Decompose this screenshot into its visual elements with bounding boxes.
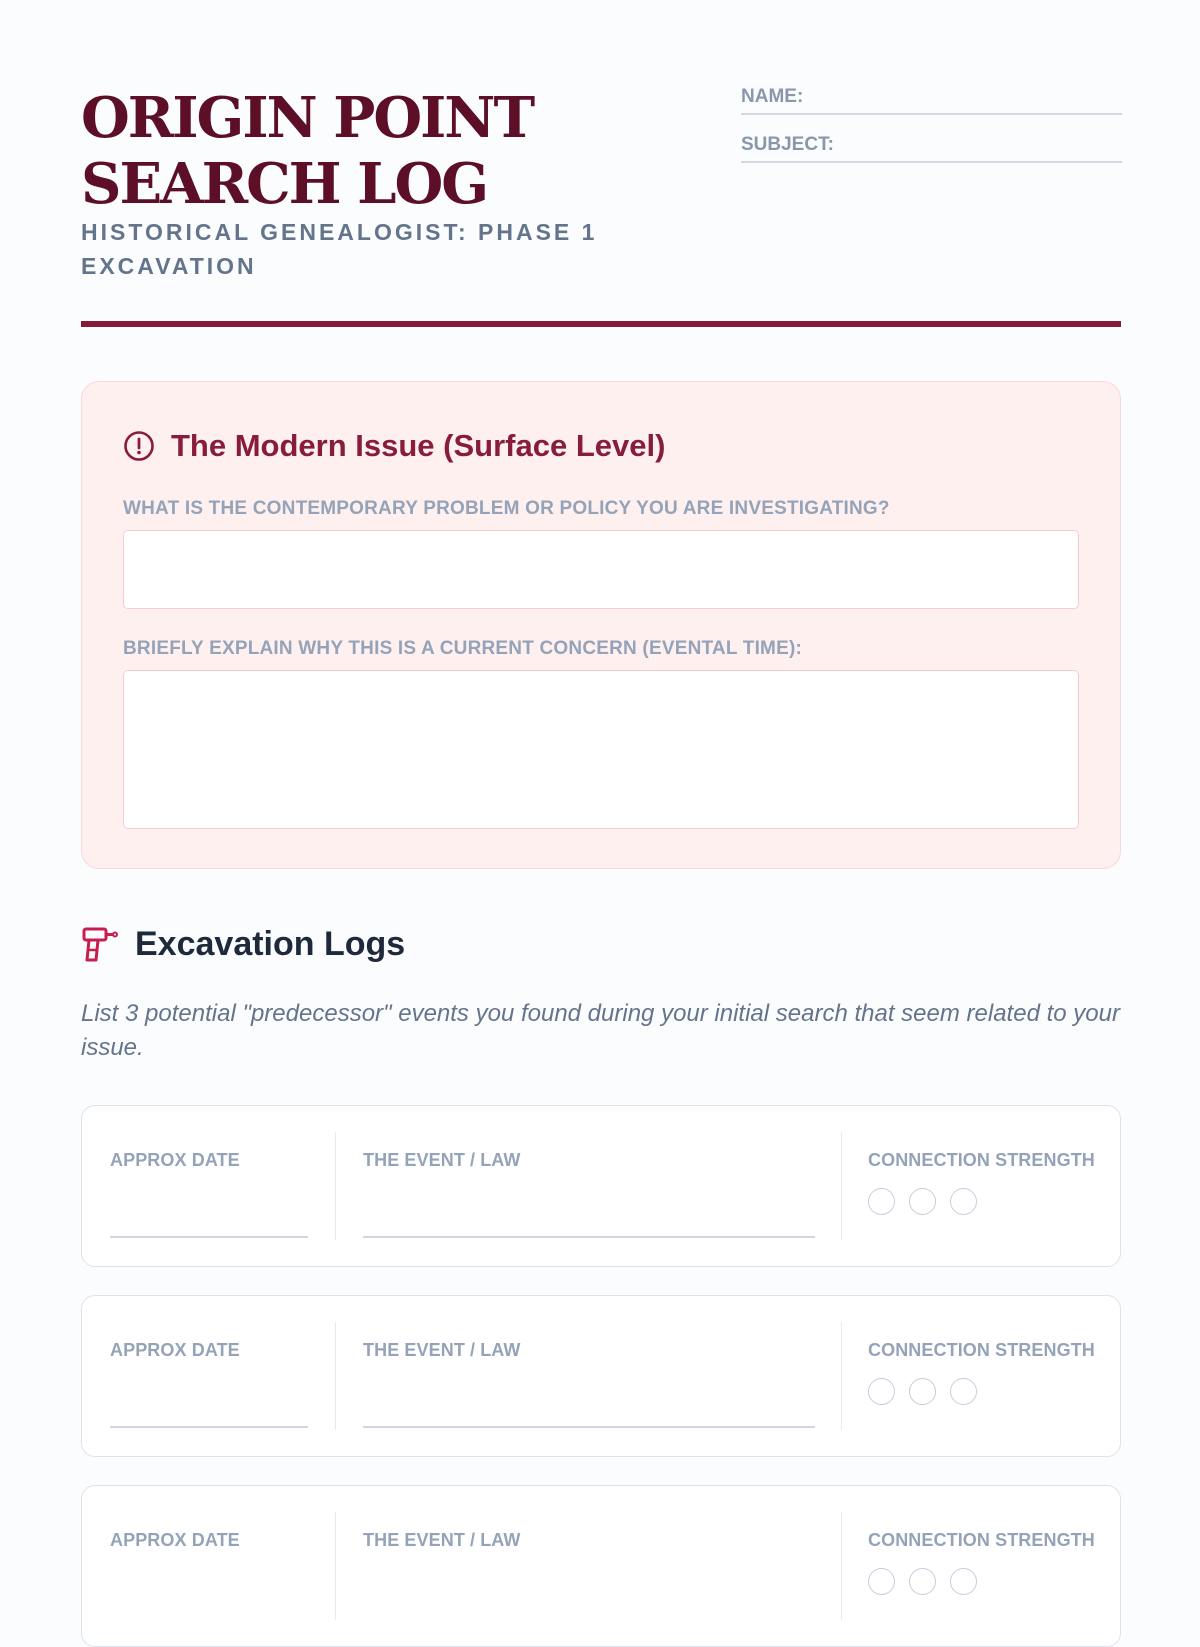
drill-icon [81, 926, 119, 964]
connection-strength-rating [868, 1378, 991, 1405]
connection-strength-label: CONNECTION STRENGTH [868, 1150, 1095, 1170]
event-law-label: THE EVENT / LAW [363, 1340, 521, 1360]
alert-circle-icon [123, 430, 155, 462]
column-divider [335, 1132, 336, 1240]
excavation-log-row [81, 1485, 1121, 1647]
name-label: NAME: [741, 86, 804, 107]
contemporary-problem-input[interactable] [123, 530, 1079, 609]
strength-circle-3[interactable] [950, 1188, 977, 1215]
event-law-input[interactable] [363, 1426, 815, 1428]
modern-issue-card [81, 381, 1121, 869]
strength-circle-3[interactable] [950, 1568, 977, 1595]
column-divider [841, 1512, 842, 1620]
page-title: ORIGIN POINT SEARCH LOG [81, 85, 534, 217]
strength-circle-1[interactable] [868, 1568, 895, 1595]
column-divider [841, 1322, 842, 1430]
page-subtitle: HISTORICAL GENEALOGIST: PHASE 1 EXCAVATION [81, 219, 598, 279]
connection-strength-rating [868, 1188, 991, 1215]
modern-issue-heading [123, 428, 665, 464]
connection-strength-label: CONNECTION STRENGTH [868, 1530, 1095, 1550]
approx-date-label: APPROX DATE [110, 1340, 240, 1360]
excavation-log-row [81, 1295, 1121, 1457]
strength-circle-1[interactable] [868, 1378, 895, 1405]
column-divider [335, 1322, 336, 1430]
header-divider [81, 321, 1121, 327]
column-divider [335, 1512, 336, 1620]
strength-circle-1[interactable] [868, 1188, 895, 1215]
column-divider [841, 1132, 842, 1240]
strength-circle-3[interactable] [950, 1378, 977, 1405]
modern-issue-title: The Modern Issue (Surface Level) [171, 428, 666, 463]
approx-date-label: APPROX DATE [110, 1150, 240, 1170]
subject-label: SUBJECT: [741, 134, 834, 155]
approx-date-input[interactable] [110, 1236, 308, 1238]
excavation-log-row [81, 1105, 1121, 1267]
connection-strength-rating [868, 1568, 991, 1595]
excavation-description: List 3 potential "predecessor" events you found during your initial search that seem related to your issue. [81, 1000, 1120, 1061]
approx-date-label: APPROX DATE [110, 1530, 240, 1550]
name-field[interactable] [741, 85, 1122, 115]
event-law-label: THE EVENT / LAW [363, 1150, 521, 1170]
excavation-heading [81, 925, 405, 964]
event-law-label: THE EVENT / LAW [363, 1530, 521, 1550]
subject-field[interactable] [741, 133, 1122, 163]
excavation-title: Excavation Logs [135, 925, 406, 963]
approx-date-input[interactable] [110, 1426, 308, 1428]
question-1-label: WHAT IS THE CONTEMPORARY PROBLEM OR POLICY YOU ARE INVESTIGATING? [123, 498, 890, 519]
question-2-label: BRIEFLY EXPLAIN WHY THIS IS A CURRENT CONCERN (EVENTAL TIME): [123, 638, 802, 659]
strength-circle-2[interactable] [909, 1188, 936, 1215]
connection-strength-label: CONNECTION STRENGTH [868, 1340, 1095, 1360]
event-law-input[interactable] [363, 1236, 815, 1238]
strength-circle-2[interactable] [909, 1568, 936, 1595]
student-info [741, 85, 1122, 181]
strength-circle-2[interactable] [909, 1378, 936, 1405]
current-concern-textarea[interactable] [123, 670, 1079, 829]
